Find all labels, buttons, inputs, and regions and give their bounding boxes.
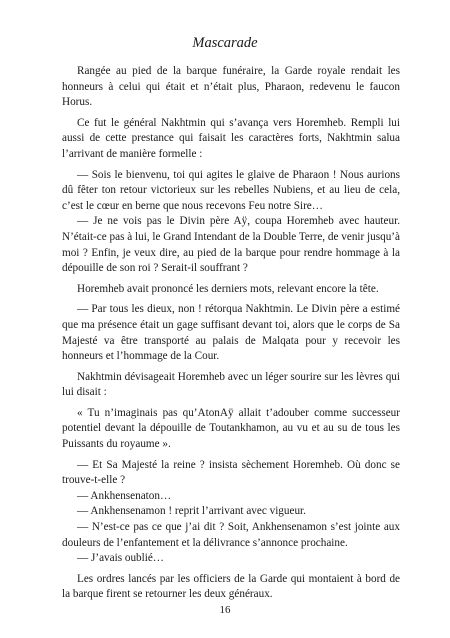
dialogue-line: — Je ne vois pas le Divin père Aÿ, coupa Horemheb avec hauteur. N’était-ce pas à lui, le Grand Intendant de la Double Terre, de venir jusqu’à moi ? Enfin, je veux dire, au pied de la barque pour rendre hommage à la dépouille de son roi ? Serait-il souffrant ? xyxy=(62,215,400,275)
dialogue-line: — Sois le bienvenu, toi qui agites le glaive de Pharaon ! Nous aurions dû fêter ton retour victorieux sur les rebelles Nubiens, et au lieu de cela, c’est le cœur en berne que nous recevons Feu notre Sire… xyxy=(62,168,400,212)
dialogue-line: — N’est-ce pas ce que j’ai dit ? Soit, Ankhensenamon s’est jointe aux douleurs de l’enfantement et la délivrance s’annonce prochaine. xyxy=(62,521,400,549)
paragraph: Nakhtmin dévisageait Horemheb avec un léger sourire sur les lèvres qui lui disait : xyxy=(62,370,400,399)
running-header: Mascarade xyxy=(192,35,258,51)
dialogue-line: — J’avais oublié… xyxy=(77,552,164,565)
paragraph: Ce fut le général Nakhtmin qui s’avança vers Horemheb. Rempli lui aussi de cette prestance qui faisait les caractères forts, Nakhtmin salua l’arrivant de manière formelle : xyxy=(62,116,400,160)
page-body xyxy=(62,64,400,608)
dialogue-line: — Ankhensenaton… xyxy=(77,489,172,502)
paragraph: Les ordres lancés par les officiers de la Garde qui montaient à bord de la barque firent se retourner les deux généraux. xyxy=(62,572,400,601)
dialogue-line: — Ankhensenamon ! reprit l’arrivant avec vigueur. xyxy=(77,505,306,518)
dialogue-line: — Par tous les dieux, non ! rétorqua Nakhtmin. Le Divin père a estimé que ma présence était un gage suffisant devant toi, alors que le corps de Sa Majesté va être transporté au palais de Malqata pour y recevoir les honneurs et l’hommage de la Cour. xyxy=(62,303,400,363)
paragraph: Horemheb avait prononcé les derniers mots, relevant encore la tête. xyxy=(77,282,379,295)
paragraph: Rangée au pied de la barque funéraire, la Garde royale rendait les honneurs à celui qui était et n’était plus, Pharaon, redevenu le faucon Horus. xyxy=(62,65,400,109)
dialogue-line: — Et Sa Majesté la reine ? insista sèchement Horemheb. Où donc se trouve-t-elle ? xyxy=(62,458,400,487)
page-number: 16 xyxy=(219,604,231,616)
quotation: « Tu n’imaginais pas qu’AtonAÿ allait t’adouber comme successeur potentiel devant la dépouille de Toutankhamon, au vu et au su de tous les Puissants du royaume ». xyxy=(62,406,400,451)
